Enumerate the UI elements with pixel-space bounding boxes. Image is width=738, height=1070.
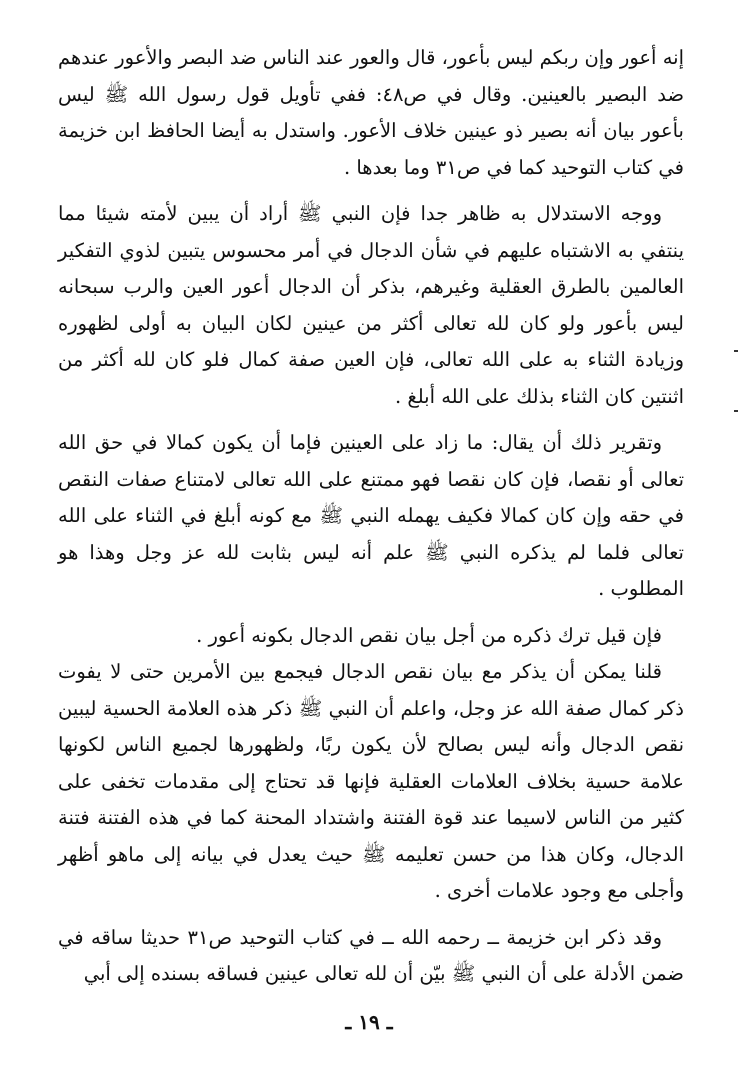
margin-mark: [734, 350, 738, 352]
page-number: ـ ١٩ ـ: [345, 1010, 393, 1034]
paragraph-6: وقد ذكر ابن خزيمة ــ رحمه الله ــ في كتاب التوحيد ص٣١ حديثا ساقه في ضمن الأدلة على أن النبي ﷺ بيّن أن لله تعالى عينين فساقه بسنده إلى أبي: [58, 925, 684, 985]
paragraph-4: فإن قيل ترك ذكره من أجل بيان نقص الدجال بكونه أعور .: [196, 623, 662, 647]
paragraph-2: ووجه الاستدلال به ظاهر جدا فإن النبي ﷺ أراد أن يبين لأمته شيئا مما ينتفي به الاشتباه عليهم في شأن الدجال في أمر محسوس يتبين لذوي التفكير العالمين بالطرق العقلية وغيرهم، بذكر أن الدجال أعور العين والرب سبحانه ليس بأعور ولو كان لله تعالى أكثر من عينين لكان البيان به أولى لظهوره وزيادة الثناء به على الله تعالى، فإن العين صفة كمال فلو كان لله أكثر من اثنتين كان الثناء بذلك على الله أبلغ .: [58, 202, 684, 408]
paragraph-5: قلنا يمكن أن يذكر مع بيان نقص الدجال فيجمع بين الأمرين حتى لا يفوت ذكر كمال صفة الله عز وجل، واعلم أن النبي ﷺ ذكر هذه العلامة الحسية ليبين نقص الدجال وأنه ليس بصالح لأن يكون ربًا، ولظهورها لجميع الناس لكونها علامة حسية بخلاف العلامات العقلية فإنها قد تحتاج إلى مقدمات تخفى على كثير من الناس لاسيما عند قوة الفتنة واشتداد المحنة كما في هذه الفتنة فتنة الدجال، وكان هذا من حسن تعليمه ﷺ حيث يعدل في بيانه إلى ماهو أظهر وأجلى مع وجود علامات أخرى .: [58, 660, 684, 902]
paragraph-3: وتقرير ذلك أن يقال: ما زاد على العينين فإما أن يكون كمالا في حق الله تعالى أو نقصا، فإن كان نقصا فهو ممتنع على الله تعالى لامتناع صفات النقص في حقه وإن كان كمالا فكيف يهمله النبي ﷺ مع كونه أبلغ في الثناء على الله تعالى فلما لم يذكره النبي ﷺ علم أنه ليس بثابت لله عز وجل وهذا هو المطلوب .: [58, 431, 684, 600]
paragraph-1: إنه أعور وإن ربكم ليس بأعور، قال والعور عند الناس ضد البصر والأعور عندهم ضد البصير بالعينين. وقال في ص٤٨: ففي تأويل قول رسول الله ﷺ ليس بأعور بيان أنه بصير ذو عينين خلاف الأعور. واستدل به أيضا الحافظ ابن خزيمة في كتاب التوحيد كما في ص٣١ وما بعدها .: [58, 46, 684, 179]
margin-mark: [734, 410, 738, 412]
page-body: [58, 40, 684, 1003]
